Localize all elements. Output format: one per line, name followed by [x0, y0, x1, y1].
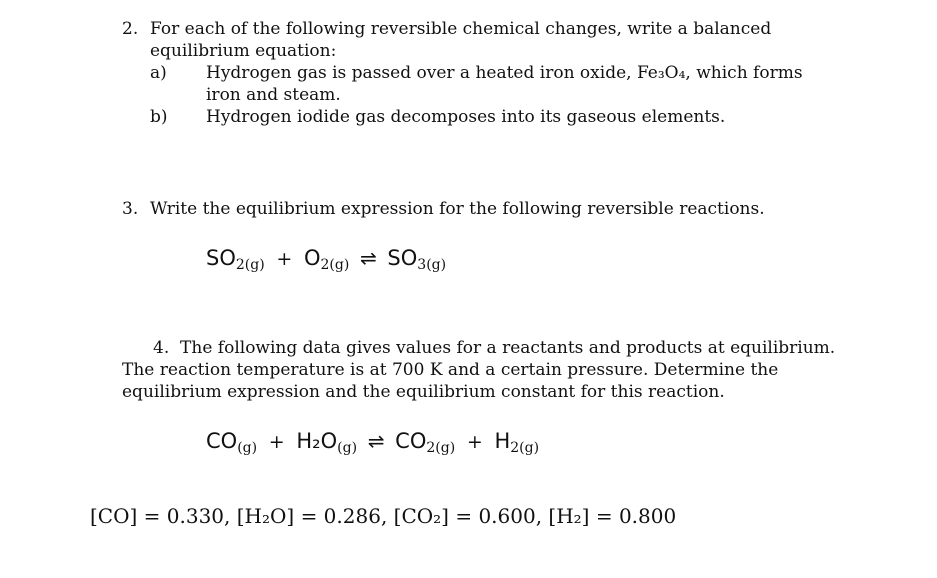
- product-co2: CO: [395, 429, 427, 453]
- equilibrium-arrow-icon: ⇌: [359, 246, 377, 270]
- question-4-number: 4.: [153, 338, 170, 358]
- item-a-label: a): [150, 63, 167, 83]
- product-so3: SO: [387, 246, 418, 270]
- reactant-co-state: (g): [237, 440, 258, 456]
- question-2-number: 2.: [122, 19, 139, 39]
- reactant-o2: O: [303, 246, 321, 270]
- reactant-h2o-state: (g): [337, 440, 358, 456]
- product-h2-state: 2(g): [510, 440, 540, 456]
- question-4: [122, 337, 842, 403]
- item-b-text: Hydrogen iodide gas decomposes into its gaseous elements.: [206, 107, 726, 127]
- reactant-so2-state: 2(g): [235, 257, 265, 273]
- reactant-o2-state: 2(g): [320, 257, 350, 273]
- question-3-equation: [206, 245, 446, 278]
- product-so3-state: 3(g): [417, 257, 447, 273]
- question-4-text: The following data gives values for a reactants and products at equilibrium. The reaction temperature is at 700 K and a certain pressure. Determine the equilibrium expression and the equilibrium constant for this reaction.: [122, 338, 836, 402]
- item-a-text: Hydrogen gas is passed over a heated iron oxide, Fe₃O₄, which forms iron and steam.: [206, 63, 803, 105]
- plus-sign: +: [466, 431, 483, 453]
- question-4-paragraph: [122, 337, 842, 403]
- question-3-number: 3.: [122, 199, 139, 219]
- question-2-text: For each of the following reversible chemical changes, write a balanced equilibrium equation:: [150, 19, 772, 61]
- reactant-co: CO: [206, 429, 238, 453]
- item-b-label: b): [150, 107, 168, 127]
- reactant-so2: SO: [206, 246, 236, 270]
- reactant-h2o: H₂O: [296, 429, 338, 453]
- product-h2: H: [494, 429, 511, 453]
- plus-sign: +: [276, 248, 293, 270]
- product-co2-state: 2(g): [426, 440, 456, 456]
- question-2: [122, 18, 842, 128]
- question-2-items: [122, 62, 842, 128]
- question-3: [122, 198, 842, 220]
- question-3-text: Write the equilibrium expression for the following reversible reactions.: [150, 199, 765, 219]
- question-4-equation: [206, 428, 539, 461]
- question-2-item-b: [150, 106, 842, 128]
- question-2-item-a: [150, 62, 842, 106]
- equilibrium-concentrations: [CO] = 0.330, [H₂O] = 0.286, [CO₂] = 0.600, [H₂] = 0.800: [90, 504, 677, 528]
- equilibrium-arrow-icon: ⇌: [367, 429, 385, 453]
- plus-sign: +: [268, 431, 285, 453]
